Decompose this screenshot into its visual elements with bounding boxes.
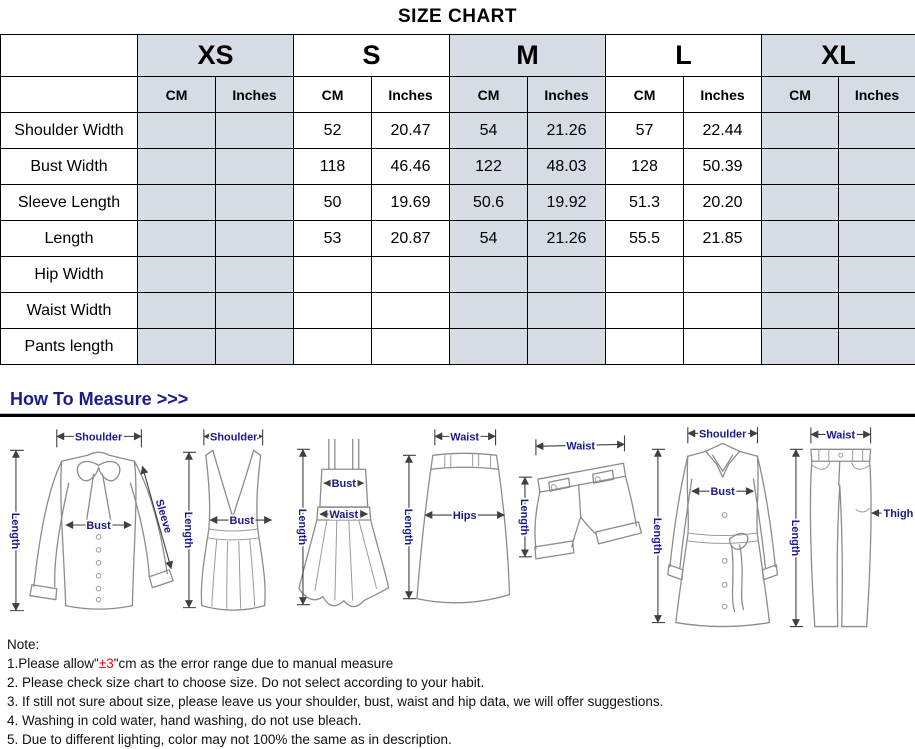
blouse-sleeve-label: Sleeve	[152, 497, 174, 535]
cell: 20.47	[372, 113, 450, 149]
size-header-m: M	[450, 35, 606, 77]
tank-bust-arrow	[210, 515, 272, 527]
cell	[216, 221, 294, 257]
cell: 20.20	[684, 185, 762, 221]
cell	[216, 113, 294, 149]
cell: 52	[294, 113, 372, 149]
sundress-diagram	[291, 419, 396, 629]
tank-length-label: Length	[182, 511, 195, 549]
cell	[762, 329, 839, 365]
notes-section	[0, 629, 915, 749]
page-title: SIZE CHART	[398, 6, 517, 27]
cell: 51.3	[606, 185, 684, 221]
corner-cell	[1, 77, 138, 113]
cell: 50	[294, 185, 372, 221]
table-row	[1, 293, 915, 329]
blouse-bust-label: Bust	[86, 519, 111, 532]
sundress-length-arrow	[296, 449, 310, 604]
cell	[138, 329, 216, 365]
cell	[372, 257, 450, 293]
pants-length-arrow	[789, 449, 803, 626]
cell	[528, 257, 606, 293]
cell: 21.26	[528, 113, 606, 149]
tank-length-arrow	[182, 452, 196, 607]
cell	[839, 185, 915, 221]
cell: 50.39	[684, 149, 762, 185]
cell	[216, 185, 294, 221]
cell	[216, 149, 294, 185]
unit-inches: Inches	[528, 77, 606, 113]
measure-diagrams	[0, 417, 915, 629]
cell: 54	[450, 221, 528, 257]
unit-inches: Inches	[216, 77, 294, 113]
cell	[294, 293, 372, 329]
row-label: Waist Width	[1, 293, 138, 329]
size-header-l: L	[606, 35, 762, 77]
cell	[839, 293, 915, 329]
cell	[839, 221, 915, 257]
sundress-bust-label: Bust	[331, 478, 356, 491]
coat-bust-label: Bust	[710, 486, 736, 499]
blouse-diagram	[2, 419, 176, 629]
tank-top-diagram	[176, 419, 291, 629]
pants-diagram	[782, 419, 913, 629]
shorts-waist-arrow	[536, 435, 625, 455]
coat-length-arrow	[651, 449, 665, 622]
cell	[606, 329, 684, 365]
tank-shoulder-label: Shoulder	[210, 431, 258, 444]
error-range-value: ±3	[98, 656, 114, 671]
cell	[216, 329, 294, 365]
tank-shoulder-arrow	[204, 429, 263, 445]
cell: 57	[606, 113, 684, 149]
cell	[372, 293, 450, 329]
unit-cm: CM	[606, 77, 684, 113]
cell	[450, 257, 528, 293]
sundress-length-label: Length	[295, 508, 308, 546]
cell	[839, 113, 915, 149]
skirt-hips-arrow	[425, 510, 505, 522]
pants-length-label: Length	[788, 519, 801, 557]
coat-bust-arrow	[692, 486, 754, 498]
table-row	[1, 257, 915, 293]
notes-heading: Note:	[7, 637, 40, 652]
skirt-length-label: Length	[402, 508, 415, 546]
unit-cm: CM	[138, 77, 216, 113]
cell	[450, 293, 528, 329]
cell: 19.92	[528, 185, 606, 221]
tank-garment-outline	[202, 450, 266, 610]
cell: 128	[606, 149, 684, 185]
cell	[839, 329, 915, 365]
cell: 46.46	[372, 149, 450, 185]
cell: 22.44	[684, 113, 762, 149]
cell	[372, 329, 450, 365]
size-header-row	[1, 35, 915, 77]
cell	[762, 293, 839, 329]
how-to-measure-heading: How To Measure >>>	[10, 389, 189, 409]
note-item-3: 3. If still not sure about size, please leave us your shoulder, bust, waist and hip data, we will offer suggestions.	[7, 694, 664, 709]
cell	[138, 221, 216, 257]
shorts-waist-label: Waist	[566, 440, 595, 453]
cell	[216, 257, 294, 293]
cell: 21.85	[684, 221, 762, 257]
unit-inches: Inches	[684, 77, 762, 113]
coat-diagram	[642, 419, 781, 629]
cell	[138, 185, 216, 221]
cell	[528, 329, 606, 365]
blouse-length-label: Length	[8, 512, 21, 550]
size-header-s: S	[294, 35, 450, 77]
coat-shoulder-label: Shoulder	[699, 428, 747, 441]
shorts-length-label: Length	[517, 498, 530, 536]
cell: 122	[450, 149, 528, 185]
cell	[138, 113, 216, 149]
cell	[762, 185, 839, 221]
cell	[606, 257, 684, 293]
cell	[216, 293, 294, 329]
row-label: Shoulder Width	[1, 113, 138, 149]
cell	[762, 221, 839, 257]
blouse-length-arrow	[9, 450, 24, 610]
sundress-bust-arrow	[324, 478, 364, 490]
skirt-waist-label: Waist	[450, 431, 480, 444]
shorts-garment-outline	[535, 463, 642, 559]
note-item-5: 5. Due to different lighting, color may not 100% the same as in description.	[7, 732, 452, 747]
pants-thigh-label: Thigh	[883, 508, 913, 521]
cell: 48.03	[528, 149, 606, 185]
shorts-length-arrow	[518, 477, 532, 557]
corner-cell	[1, 35, 138, 77]
table-row	[1, 185, 915, 221]
unit-cm: CM	[762, 77, 839, 113]
cell: 21.26	[528, 221, 606, 257]
cell: 54	[450, 113, 528, 149]
cell	[839, 149, 915, 185]
cell	[684, 293, 762, 329]
cell: 19.69	[372, 185, 450, 221]
cell	[138, 149, 216, 185]
cell: 118	[294, 149, 372, 185]
note-item-1: 1.Please allow"±3"cm as the error range due to manual measure	[7, 656, 394, 671]
row-label: Pants length	[1, 329, 138, 365]
pants-waist-arrow	[810, 427, 870, 443]
sundress-waist-label: Waist	[329, 509, 358, 522]
sundress-waist-arrow	[320, 509, 368, 521]
skirt-waist-arrow	[435, 429, 496, 445]
blouse-bust-arrow	[66, 520, 132, 532]
table-row	[1, 329, 915, 365]
tank-bust-label: Bust	[229, 515, 255, 527]
cell	[528, 293, 606, 329]
row-label: Hip Width	[1, 257, 138, 293]
unit-cm: CM	[294, 77, 372, 113]
note-item-4: 4. Washing in cold water, hand washing, do not use bleach.	[7, 713, 362, 728]
row-label: Length	[1, 221, 138, 257]
unit-inches: Inches	[372, 77, 450, 113]
cell	[138, 293, 216, 329]
table-row	[1, 221, 915, 257]
cell	[684, 257, 762, 293]
skirt-garment-outline	[417, 453, 510, 603]
blouse-shoulder-label: Shoulder	[74, 431, 123, 444]
coat-length-label: Length	[651, 517, 664, 555]
cell	[839, 257, 915, 293]
cell	[138, 257, 216, 293]
table-row	[1, 113, 915, 149]
cell	[762, 149, 839, 185]
skirt-diagram	[395, 419, 512, 629]
cell	[294, 329, 372, 365]
note-item-2: 2. Please check size chart to choose size. Do not select according to your habit.	[7, 675, 485, 690]
cell: 55.5	[606, 221, 684, 257]
unit-inches: Inches	[839, 77, 915, 113]
cell	[606, 293, 684, 329]
shorts-diagram	[513, 419, 642, 629]
size-header-xl: XL	[762, 35, 915, 77]
cell: 20.87	[372, 221, 450, 257]
pants-thigh-arrow	[871, 508, 913, 520]
table-row	[1, 149, 915, 185]
coat-garment-outline	[668, 443, 778, 626]
unit-cm: CM	[450, 77, 528, 113]
size-header-xs: XS	[138, 35, 294, 77]
cell: 50.6	[450, 185, 528, 221]
cell	[684, 329, 762, 365]
row-label: Sleeve Length	[1, 185, 138, 221]
skirt-hips-label: Hips	[453, 510, 477, 523]
cell	[762, 113, 839, 149]
cell	[450, 329, 528, 365]
blouse-shoulder-arrow	[57, 429, 142, 447]
size-table	[0, 34, 915, 365]
row-label: Bust Width	[1, 149, 138, 185]
pants-waist-label: Waist	[825, 429, 855, 442]
cell	[762, 257, 839, 293]
pants-garment-outline	[810, 449, 871, 626]
coat-shoulder-arrow	[688, 427, 758, 443]
cell: 53	[294, 221, 372, 257]
sundress-garment-outline	[299, 439, 389, 606]
skirt-length-arrow	[402, 455, 416, 598]
unit-header-row	[1, 77, 915, 113]
cell	[294, 257, 372, 293]
